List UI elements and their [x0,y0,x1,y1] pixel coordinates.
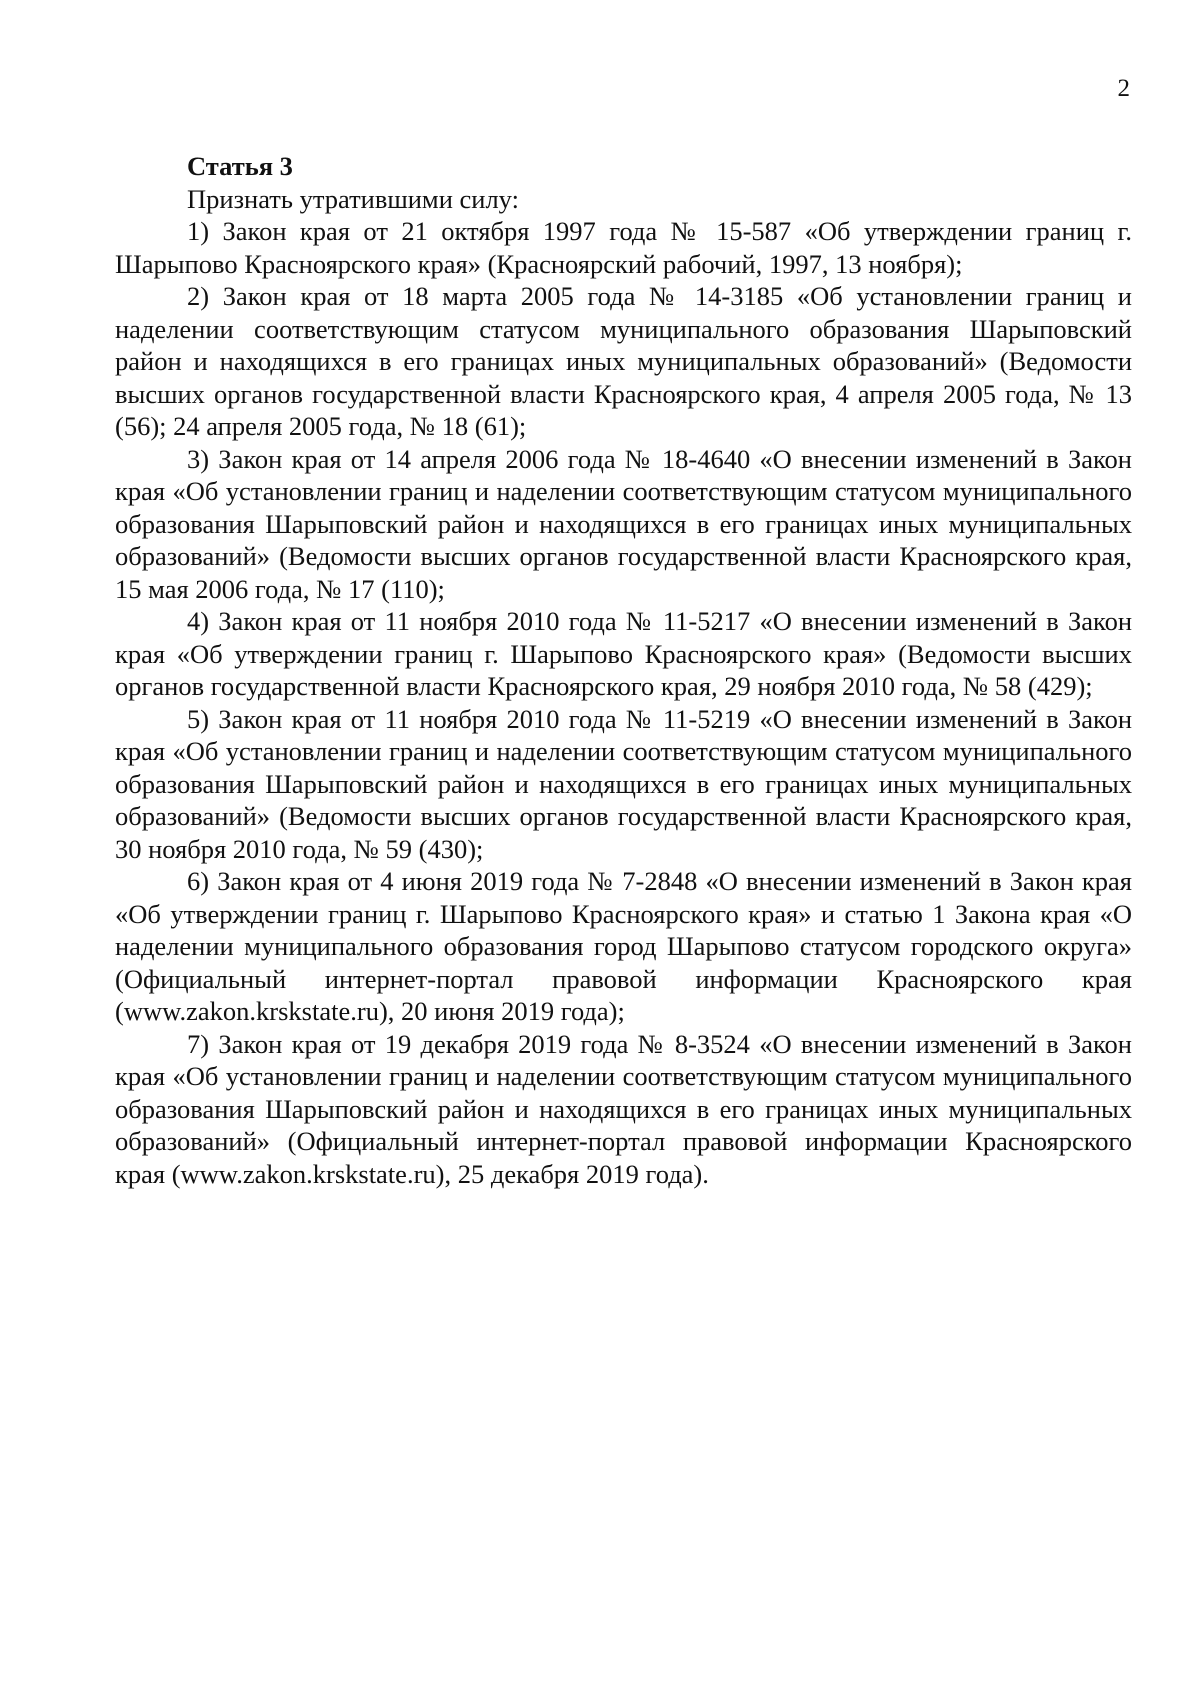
list-item: 4) Закон края от 11 ноября 2010 года № 11-5217 «О внесении изменений в Закон края «Об утверждении границ г. Шарыпово Красноярского края» (Ведомости высших органов государственной власти Красноярского края, 29 ноября 2010 года, № 58 (429); [115,606,1132,701]
list-item: 2) Закон края от 18 марта 2005 года № 14-3185 «Об установлении границ и наделении соответствующим статусом муниципального образования Шарыповский район и находящихся в его границах иных муниципальных образований» (Ведомости высших органов государственной власти Красноярского края, 4 апреля 2005 года, № 13 (56); 24 апреля 2005 года, № 18 (61); [115,281,1132,441]
article-heading: Статья 3 [187,151,293,181]
article-intro: Признать утратившими силу: [187,183,519,214]
list-item: 5) Закон края от 11 ноября 2010 года № 11-5219 «О внесении изменений в Закон края «Об установлении границ и наделении соответствующим статусом муниципального образования Шарыповский район и находящихся в его границах иных муниципальных образований» (Ведомости высших органов государственной власти Красноярского края, 30 ноября 2010 года, № 59 (430); [115,703,1132,864]
list-item: 7) Закон края от 19 декабря 2019 года № 8-3524 «О внесении изменений в Закон края «Об установлении границ и наделении соответствующим статусом муниципального образования Шарыповский район и находящихся в его границах иных муниципальных образований» (Официальный интернет-портал правовой информации Красноярского края (www.zakon.krskstate.ru), 25 декабря 2019 года). [115,1028,1132,1189]
list-item: 1) Закон края от 21 октября 1997 года № 15-587 «Об утверждении границ г. Шарыпово Красноярского края» (Красноярский рабочий, 1997, 13 ноября); [115,216,1132,279]
list-item: 3) Закон края от 14 апреля 2006 года № 18-4640 «О внесении изменений в Закон края «Об установлении границ и наделении соответствующим статусом муниципального образования Шарыповский район и находящихся в его границах иных муниципальных образований» (Ведомости высших органов государственной власти Красноярского края, 15 мая 2006 года, № 17 (110); [115,443,1132,604]
repealed-laws-list [115,215,1132,1190]
page-number: 2 [1117,75,1130,102]
article-content [115,150,1132,1190]
list-item: 6) Закон края от 4 июня 2019 года № 7-2848 «О внесении изменений в Закон края «Об утверждении границ г. Шарыпово Красноярского края» и статью 1 Закона края «О наделении муниципального образования город Шарыпово статусом городского округа» (Официальный интернет-портал правовой информации Красноярского края (www.zakon.krskstate.ru), 20 июня 2019 года); [115,866,1132,1026]
